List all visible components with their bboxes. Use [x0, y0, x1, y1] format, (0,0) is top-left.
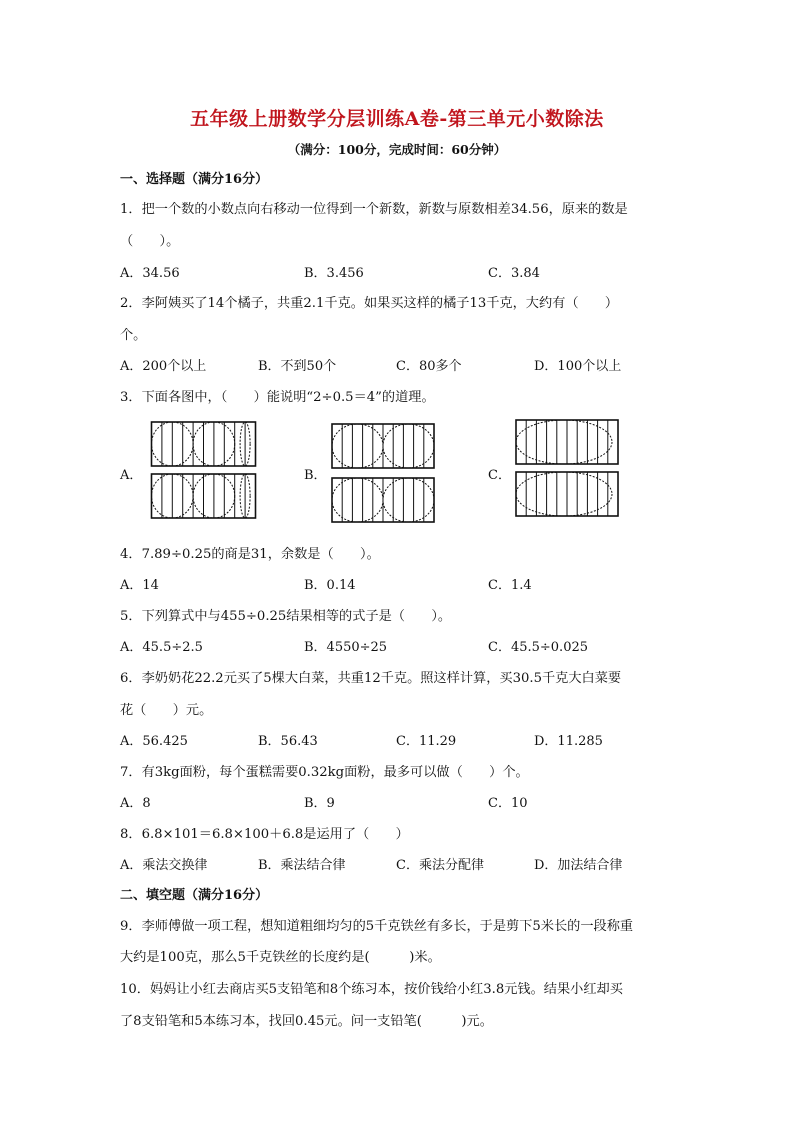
- question-9-text: 9．李师傅做一项工程，想知道粗细均匀的5千克铁丝有多长，于是剪下5米长的一段称重: [120, 919, 634, 934]
- page-subtitle: （满分：100分，完成时间：60分钟）: [287, 142, 507, 157]
- question-6-option-b[interactable]: B．56.43: [258, 734, 318, 749]
- question-8-option-a[interactable]: A．乘法交换律: [120, 858, 208, 873]
- section-heading-fill: 二、填空题（满分16分）: [120, 888, 269, 903]
- figure-a-label[interactable]: A．: [120, 468, 143, 483]
- question-7-option-c[interactable]: C．10: [488, 796, 528, 811]
- question-4-option-c[interactable]: C．1.4: [488, 578, 532, 593]
- question-7-text: 7．有3kg面粉，每个蛋糕需要0.32kg面粉，最多可以做（ ）个。: [120, 765, 529, 780]
- question-2-option-c[interactable]: C．80多个: [396, 359, 462, 374]
- section-heading-choice: 一、选择题（满分16分）: [120, 172, 269, 187]
- figure-b[interactable]: [330, 422, 436, 526]
- question-5-option-c[interactable]: C．45.5÷0.025: [488, 640, 589, 655]
- question-6-option-c[interactable]: C．11.29: [396, 734, 457, 749]
- question-6-text-cont: 花（ ）元。: [120, 703, 213, 718]
- question-4-option-a[interactable]: A．14: [120, 578, 159, 593]
- question-9-text-cont: 大约是100克，那么5千克铁丝的长度约是( )米。: [120, 950, 441, 965]
- question-4-text: 4．7.89÷0.25的商是31，余数是（ ）。: [120, 547, 380, 562]
- question-8-option-c[interactable]: C．乘法分配律: [396, 858, 484, 873]
- question-3-text: 3．下面各图中，（ ）能说明“2÷0.5＝4”的道理。: [120, 390, 435, 405]
- question-6-option-d[interactable]: D．11.285: [534, 734, 603, 749]
- question-1-text-cont: （ ）。: [120, 234, 180, 249]
- question-3-figures: [0, 416, 794, 526]
- figure-b-label[interactable]: B．: [304, 468, 327, 483]
- question-8-option-d[interactable]: D．加法结合律: [534, 858, 623, 873]
- question-5-option-b[interactable]: B．4550÷25: [304, 640, 388, 655]
- question-10-text: 10．妈妈让小红去商店买5支铅笔和8个练习本，按价钱给小红3.8元钱。结果小红却买: [120, 982, 623, 997]
- question-5-option-a[interactable]: A．45.5÷2.5: [120, 640, 203, 655]
- question-6-text: 6．李奶奶花22.2元买了5棵大白菜，共重12千克。照这样计算，买30.5千克大白菜要: [120, 671, 622, 686]
- question-7-option-b[interactable]: B．9: [304, 796, 335, 811]
- question-2-text: 2．李阿姨买了14个橘子，共重2.1千克。如果买这样的橘子13千克，大约有（ ）: [120, 296, 619, 311]
- question-6-option-a[interactable]: A．56.425: [120, 734, 188, 749]
- figure-c-label[interactable]: C．: [488, 468, 511, 483]
- question-2-option-d[interactable]: D．100个以上: [534, 359, 622, 374]
- question-8-option-b[interactable]: B．乘法结合律: [258, 858, 346, 873]
- question-2-text-cont: 个。: [120, 328, 147, 343]
- question-8-text: 8．6.8×101＝6.8×100＋6.8是运用了（ ）: [120, 827, 409, 842]
- question-1-option-c[interactable]: C．3.84: [488, 266, 540, 281]
- question-1-option-a[interactable]: A．34.56: [120, 266, 180, 281]
- figure-c[interactable]: [514, 418, 622, 520]
- question-2-option-b[interactable]: B．不到50个: [258, 359, 337, 374]
- question-1-text: 1．把一个数的小数点向右移动一位得到一个新数，新数与原数相差34.56，原来的数是: [120, 202, 628, 217]
- question-10-text-cont: 了8支铅笔和5本练习本，找回0.45元。问一支铅笔( )元。: [120, 1014, 493, 1029]
- question-4-option-b[interactable]: B．0.14: [304, 578, 356, 593]
- figure-a[interactable]: [150, 420, 258, 522]
- question-2-option-a[interactable]: A．200个以上: [120, 359, 207, 374]
- question-7-option-a[interactable]: A．8: [120, 796, 151, 811]
- page-title: 五年级上册数学分层训练A卷-第三单元小数除法: [190, 108, 604, 130]
- question-5-text: 5．下列算式中与455÷0.25结果相等的式子是（ ）。: [120, 609, 452, 624]
- question-1-option-b[interactable]: B．3.456: [304, 266, 364, 281]
